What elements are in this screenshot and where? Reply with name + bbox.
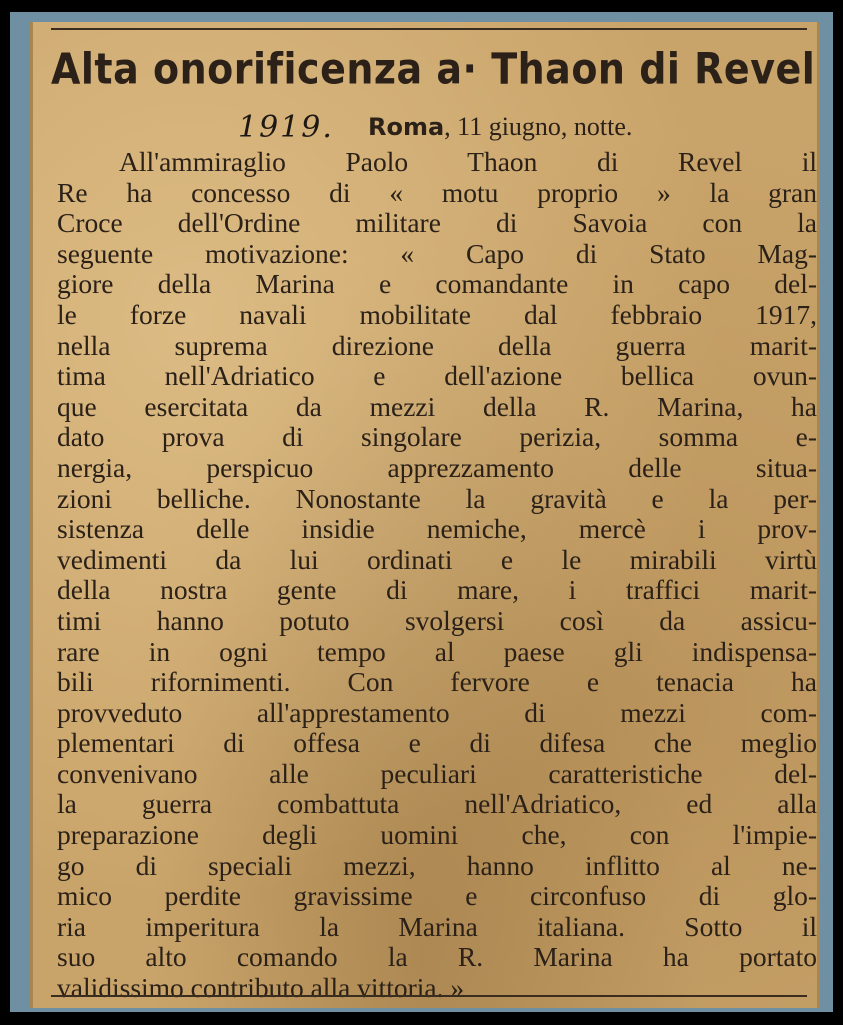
article-line: vedimenti da lui ordinati e le mirabili virtù: [57, 543, 817, 575]
article-line: tima nell'Adriatico e dell'azione bellica ovun-: [57, 360, 817, 392]
dateline-city: Roma: [368, 113, 445, 141]
top-rule: [51, 28, 807, 33]
dateline: [368, 112, 632, 142]
article-line: rare in ogni tempo al paese gli indispensa-: [57, 635, 817, 667]
article-line: nella suprema direzione della guerra marit-: [57, 329, 817, 361]
newspaper-clipping: [30, 22, 820, 1008]
article-line: seguente motivazione: « Capo di Stato Mag-: [57, 237, 817, 269]
article-line: dato prova di singolare perizia, somma e-: [57, 421, 817, 453]
article-line: giore della Marina e comandante in capo del-: [57, 268, 817, 300]
article-line: provveduto all'apprestamento di mezzi com-: [57, 696, 817, 728]
article-line: validissimo contributo alla vittoria. »: [57, 972, 465, 1004]
article-line: preparazione degli uomini che, con l'impie-: [57, 819, 817, 851]
article-line: mico perdite gravissime e circonfuso di glo-: [57, 880, 817, 912]
article-line: le forze navali mobilitate dal febbraio 1917,: [57, 298, 817, 330]
article-line: plementari di offesa e di difesa che meglio: [57, 727, 817, 759]
article-line: convenivano alle peculiari caratteristiche del-: [57, 757, 817, 789]
article-line: della nostra gente di mare, i traffici marit-: [57, 574, 817, 606]
scan-backing: [10, 12, 833, 1012]
article-body: [57, 147, 817, 1004]
article-line: sistenza delle insidie nemiche, mercè i prov-: [57, 513, 817, 545]
dateline-date: , 11 giugno, notte.: [444, 112, 633, 141]
article-line: Re ha concesso di « motu proprio » la gran: [57, 176, 817, 208]
article-line: suo alto comando la R. Marina ha portato: [57, 941, 817, 973]
handwritten-year: 1919.: [238, 110, 334, 145]
headline: Alta onorificenza a· Thaon di Revel: [51, 44, 816, 94]
article-line: zioni belliche. Nonostante la gravità e la per-: [57, 482, 817, 514]
article-line: All'ammiraglio Paolo Thaon di Revel il: [119, 146, 817, 177]
article-line: go di speciali mezzi, hanno inflitto al ne-: [57, 849, 817, 881]
article-line: Croce dell'Ordine militare di Savoia con la: [57, 207, 817, 239]
article-line: bili rifornimenti. Con fervore e tenacia ha: [57, 666, 817, 698]
article-line: la guerra combattuta nell'Adriatico, ed alla: [57, 788, 817, 820]
article-line: nergia, perspicuo apprezzamento delle situa-: [57, 451, 817, 483]
bottom-rule: [51, 995, 807, 1000]
article-line: ria imperitura la Marina italiana. Sotto il: [57, 910, 817, 942]
article-line: que esercitata da mezzi della R. Marina, ha: [57, 390, 817, 422]
article-line: timi hanno potuto svolgersi così da assicu-: [57, 604, 817, 636]
